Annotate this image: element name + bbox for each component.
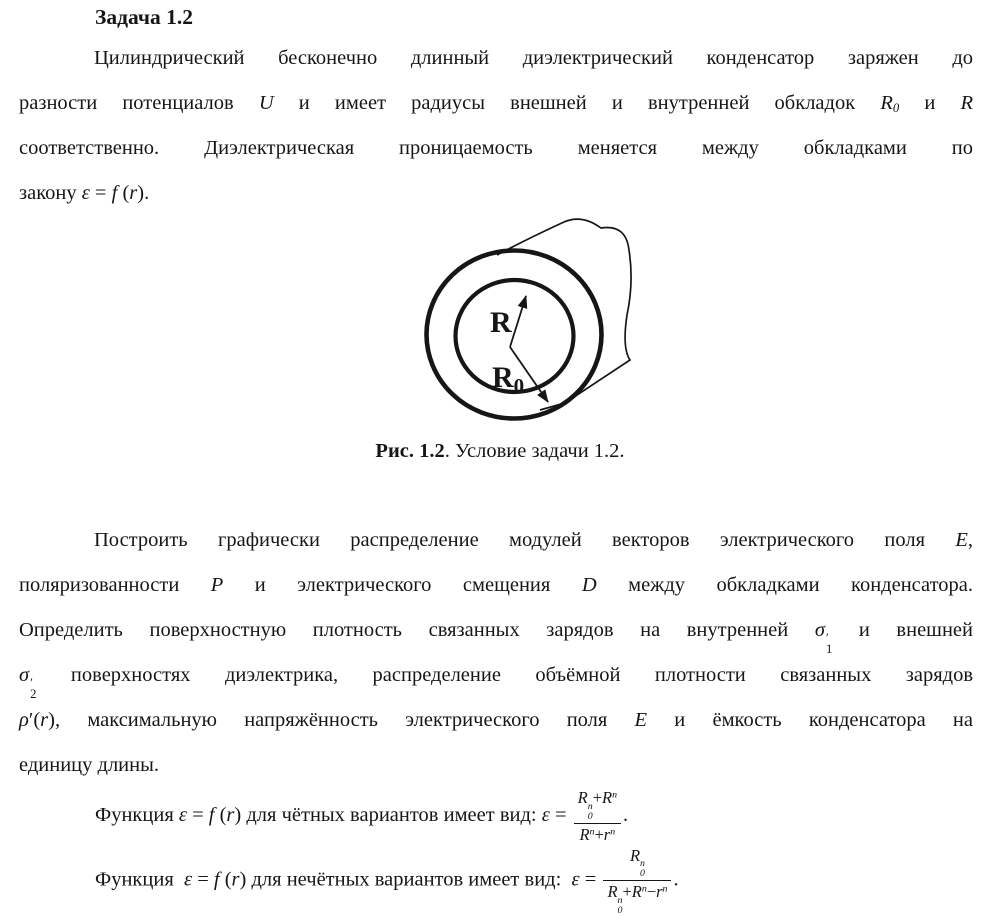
paragraph-problem-statement [19, 36, 973, 216]
text-run: = [192, 868, 214, 891]
sub-sup-stack [640, 859, 645, 879]
text-run: r [656, 882, 663, 902]
text-run: D [581, 574, 597, 596]
prime-mark: ′ [30, 675, 33, 690]
fraction-denominator [574, 824, 621, 845]
text-run: R [960, 92, 973, 114]
text-run: + [594, 824, 604, 844]
text-run: Функция [95, 804, 179, 826]
text-run: − [646, 882, 657, 902]
text-run: n [641, 883, 647, 895]
text-run: ε [571, 868, 580, 891]
text-run: ( [117, 182, 130, 204]
text-run: поляризованности [19, 574, 211, 596]
text-run: n [589, 826, 595, 838]
text-run: , [967, 529, 973, 551]
text-run: Цилиндрический бесконечно длинный диэлектрический конденсатор заряжен до [94, 47, 973, 69]
text-run: между обкладками конденсатора. [596, 574, 974, 596]
text-run: = [89, 182, 112, 204]
text-run: E [634, 709, 648, 731]
text-run: U [258, 92, 274, 114]
figure-caption-text: . Условие задачи 1.2. [444, 440, 625, 462]
outer-radius-label-subscript: 0 [513, 374, 525, 398]
text-run: и [899, 92, 961, 114]
outer-radius-label [492, 361, 524, 398]
formula-odd-variants [95, 846, 679, 916]
fraction-numerator [603, 846, 671, 881]
fraction-denominator [603, 881, 671, 915]
inner-radius-label: R [490, 306, 512, 339]
text-run: = [549, 804, 572, 826]
text-run: r [231, 868, 240, 891]
text-run: E [955, 529, 968, 551]
text-run: Построить графически распределение модулей векторов электрического поля [94, 529, 956, 551]
text-line [19, 698, 973, 743]
text-run: f [208, 804, 215, 826]
text-run: Функция [95, 868, 184, 891]
superscript: n [640, 858, 645, 870]
text-run: и внешней [832, 619, 974, 641]
text-run: r [40, 709, 49, 731]
text-run: σ [19, 664, 30, 686]
text-run: ε [178, 804, 187, 826]
text-run: Определить поверхностную плотность связанных зарядов на внутренней [19, 619, 815, 641]
text-run: 0 [892, 101, 900, 116]
text-run: ε [81, 182, 90, 204]
text-run: ), максимальную напряжённость электрического поля [48, 709, 635, 731]
text-run: и имеет радиусы внешней и внутренней обкладок [273, 92, 881, 114]
text-run: ( [214, 804, 227, 826]
text-run: R [631, 882, 642, 902]
subscript: 0 [587, 810, 593, 822]
text-line [19, 126, 973, 171]
fraction [603, 846, 671, 916]
text-run: R [629, 846, 641, 865]
paragraph-task [19, 518, 973, 788]
text-run: закону [19, 182, 82, 204]
text-line [19, 36, 973, 81]
text-line [19, 81, 973, 126]
text-run: соответственно. Диэлектрическая проницаемость меняется между обкладками по [19, 137, 973, 159]
text-run: R [880, 92, 893, 114]
text-run: = [186, 804, 209, 826]
text-run: ρ [19, 709, 29, 731]
formula-even-variants [95, 783, 628, 847]
text-run: R [607, 882, 618, 902]
figure-caption [0, 436, 1000, 466]
subscript: 2 [30, 687, 37, 702]
text-run: n [610, 826, 616, 838]
text-run: и электрического смещения [223, 574, 582, 596]
text-run: r [603, 824, 611, 844]
text-run: R [579, 824, 590, 844]
text-run: разности потенциалов [19, 92, 259, 114]
prime-mark: ′ [825, 630, 829, 645]
subscript: 0 [617, 904, 623, 916]
subscript: 1 [825, 642, 833, 657]
text-run: + [592, 788, 602, 808]
text-run: + [622, 882, 632, 902]
radius-arrow-inner [510, 296, 526, 347]
outer-radius-label-letter: R [492, 361, 514, 394]
text-run: . [623, 804, 629, 826]
text-run: ε [541, 804, 550, 826]
text-line [19, 653, 973, 702]
text-run: f [213, 868, 220, 891]
text-run: f [111, 182, 118, 204]
text-run: . [673, 868, 679, 891]
text-run: единицу длины. [19, 754, 160, 776]
text-line [19, 518, 973, 563]
text-run: r [226, 804, 235, 826]
subscript: 0 [640, 868, 645, 880]
problem-title: Задача 1.2 [95, 5, 193, 29]
text-line [19, 563, 973, 608]
capacitor-sketch [413, 209, 645, 425]
text-run: σ [814, 619, 825, 641]
text-run: R [601, 788, 613, 808]
text-run: ) для нечётных вариантов имеет вид: [239, 868, 572, 891]
fraction [574, 788, 621, 844]
text-run: n [612, 789, 617, 801]
text-run: ′( [28, 709, 41, 731]
text-run: n [662, 883, 668, 895]
text-run: ε [184, 868, 193, 891]
figure-caption-number: Рис. 1.2 [375, 440, 445, 462]
figure-drawing [413, 209, 645, 425]
text-run: r [129, 182, 138, 204]
text-run: поверхностях диэлектрика, распределение объёмной плотности связанных зарядов [36, 664, 973, 686]
superscript: n [587, 800, 593, 812]
text-run: ( [219, 868, 232, 891]
fraction-numerator [574, 788, 621, 823]
text-line [19, 743, 973, 788]
text-run: = [579, 868, 602, 891]
text-run: P [210, 574, 224, 596]
superscript: n [617, 894, 623, 906]
text-run: и ёмкость конденсатора на [647, 709, 973, 731]
text-run: ). [137, 182, 150, 204]
text-run: ) для чётных вариантов имеет вид: [234, 804, 542, 826]
text-run: R [577, 788, 588, 808]
text-line [19, 608, 974, 657]
